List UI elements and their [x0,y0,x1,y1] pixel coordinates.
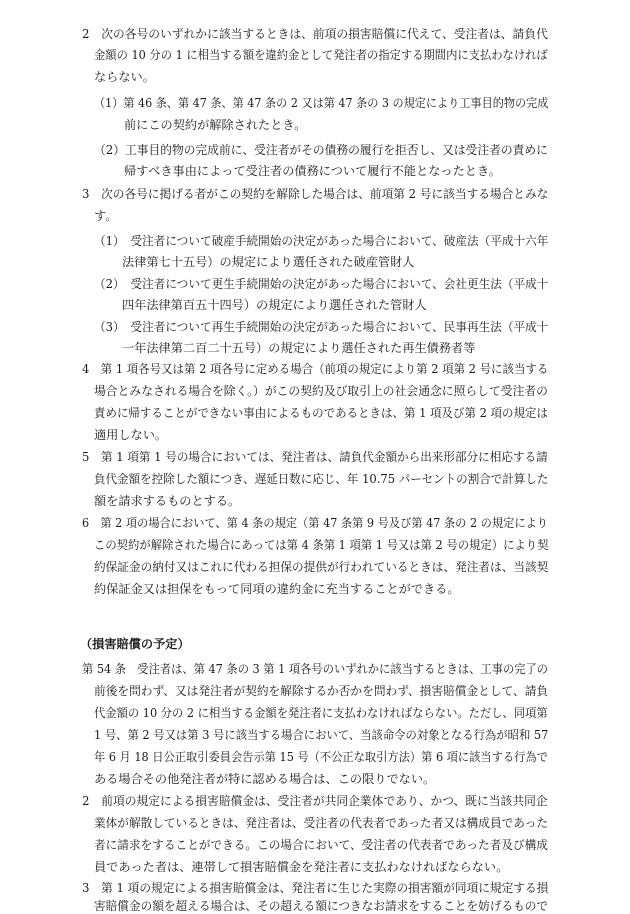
item-3-1-line-1: （1） 受注者について破産手続開始の決定があった場合において、破産法（平成十六年 [94,234,549,248]
article-54-line-3: 代金額の 10 分の 2 に相当する金額を発注者に支払わなければならない。ただし、同項第 [94,706,548,720]
paragraph-4-line-2: 場合とみなされる場合を除く。）がこの契約及び取引上の社会通念に照らして受注者の [94,384,548,398]
paragraph-2-line-2: 金額の 10 分の 1 に相当する額を違約金として発注者の指定する期間内に支払わなければ [94,48,548,62]
paragraph-6-line-1: 6 第 2 項の場合において、第 4 条の規定（第 47 条第 9 号及び第 47 条の 2 の規定により [82,516,549,530]
section-heading: （損害賠償の予定） [80,637,190,651]
article-54-para-3-line-1: 3 第 1 項の規定による損害賠償金は、発注者に生じた実際の損害額が同項に規定する損 [82,881,549,895]
article-54-para-2-line-3: 者に請求をすることができる。この場合において、受注者の代表者であった者及び構成 [94,838,548,852]
article-54-line-1: 第 54 条 受注者は、第 47 条の 3 第 1 項各号のいずれかに該当するときは、工事の完了の [82,662,549,676]
article-54-line-5: 年 6 月 18 日公正取引委員会告示第 15 号（不公正な取引方法）第 6 項に該当する行為で [94,750,548,764]
item-3-2-line-1: （2） 受注者について更生手続開始の決定があった場合において、会社更生法（平成十 [94,277,549,291]
paragraph-6-line-4: 約保証金又は担保をもって同項の違約金に充当することができる。 [94,582,460,596]
item-2-line-1: （2）工事目的物の完成前に、受注者がその債務の履行を拒否し、又は受注者の責めに [94,143,548,157]
article-54-para-2-line-1: 2 前項の規定による損害賠償金は、受注者が共同企業体であり、かつ、既に当該共同企 [82,794,548,808]
article-54-para-3-line-2: 害賠償金の額を超える場合は、その超える額につきなお請求をすることを妨げるもので [94,899,549,913]
article-54-line-6: ある場合その他発注者が特に認める場合は、この限りでない。 [94,772,436,786]
paragraph-3-line-1: 3 次の各号に掲げる者がこの契約を解除した場合は、前項第 2 号に該当する場合とみな [82,187,549,201]
item-1-line-1: （1）第 46 条、第 47 条、第 47 条の 2 又は第 47 条の 3 の規定により工事目的物の完成 [94,96,549,110]
paragraph-4-line-1: 4 第 1 項各号又は第 2 項各号に定める場合（前項の規定により第 2 項第 2 号に該当する [82,362,549,376]
paragraph-5-line-1: 5 第 1 項第 1 号の場合においては、発注者は、請負代金額から出来形部分に相応する請 [82,450,548,464]
item-3-2-line-2: 四年法律第百五十四号）の規定により選任された管財人 [122,298,427,312]
item-3-1-line-2: 法律第七十五号）の規定により選任された破産管財人 [122,255,415,269]
article-54-para-2-line-4: 員であった者は、連帯して損害賠償金を発注者に支払わなければならない。 [94,860,509,874]
article-54-line-4: 1 号、第 2 号又は第 3 号に該当する場合において、当該命令の対象となる行為が昭和 57 [94,728,549,742]
paragraph-6-line-2: この契約が解除された場合にあっては第 4 条第 1 項第 1 号又は第 2 号の規定）により契 [94,538,549,552]
paragraph-4-line-3: 責めに帰することができない事由によるものであるときは、第 1 項及び第 2 項の規定は [94,406,548,420]
item-2-line-2: 帰すべき事由によって受注者の債務について履行不能となったとき。 [124,164,501,178]
item-3-3-line-1: （3） 受注者について再生手続開始の決定があった場合において、民事再生法（平成十 [94,320,549,334]
paragraph-5-line-3: 額を請求するものとする。 [94,494,241,508]
paragraph-2-line-3: ならない。 [94,70,155,84]
paragraph-6-line-3: 約保証金の納付又はこれに代わる担保の提供が行われているときは、発注者は、当該契 [94,560,549,574]
item-3-3-line-2: 一年法律第二百二十五号）の規定により選任された再生債務者等 [122,341,476,355]
paragraph-3-line-2: す。 [94,209,118,223]
paragraph-4-line-4: 適用しない。 [94,428,168,442]
article-54-line-2: 前後を問わず、又は発注者が契約を解除するか否かを問わず、損害賠償金として、請負 [94,684,549,698]
article-54-para-2-line-2: 業体が解散しているときは、発注者は、受注者の代表者であった者又は構成員であった [94,816,549,830]
item-1-line-2: 前にこの契約が解除されたとき。 [124,118,307,132]
paragraph-2-line-1: 2 次の各号のいずれかに該当するときは、前項の損害賠償に代えて、受注者は、請負代 [82,27,548,41]
paragraph-5-line-2: 負代金額を控除した額につき、遅延日数に応じ、年 10.75 パーセントの割合で計算した [94,472,549,486]
